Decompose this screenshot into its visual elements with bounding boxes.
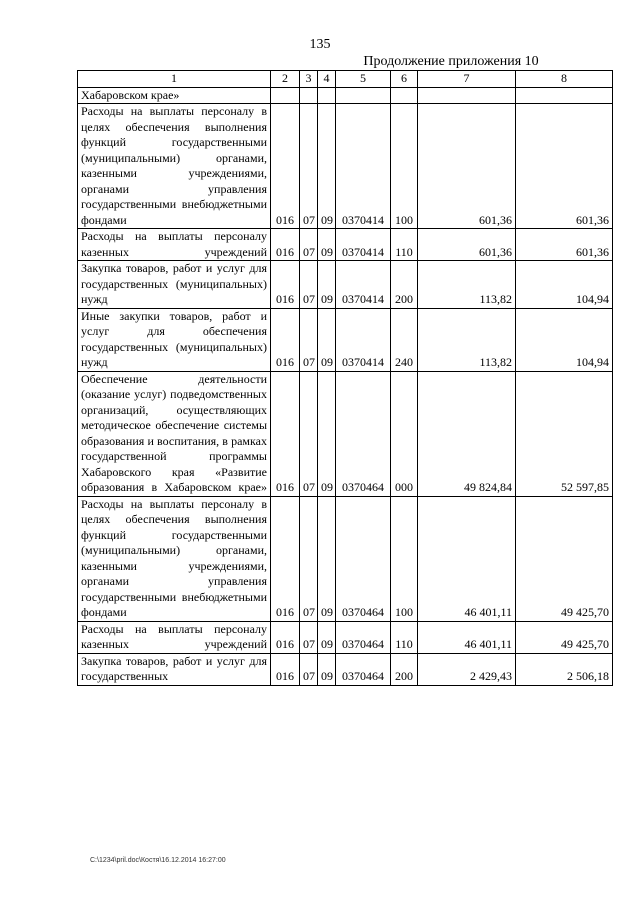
code-ministry: 016 (271, 371, 300, 496)
amount-col-7: 2 429,43 (418, 653, 516, 685)
code-expense-type: 100 (391, 496, 418, 621)
code-subsection: 09 (318, 229, 336, 261)
row-description: Расходы на выплаты персоналу казенных учреждений (78, 621, 271, 653)
budget-table (77, 70, 613, 686)
code-ministry: 016 (271, 261, 300, 309)
code-target-article: 0370414 (336, 261, 391, 309)
code-section: 07 (300, 496, 318, 621)
code-subsection: 09 (318, 621, 336, 653)
amount-col-8: 2 506,18 (516, 653, 613, 685)
code-target-article: 0370464 (336, 496, 391, 621)
table-row (78, 308, 613, 371)
code-target-article: 0370464 (336, 371, 391, 496)
code-subsection: 09 (318, 496, 336, 621)
footer-file-path: C:\1234\pril.doc\Костя\16.12.2014 16:27:00 (90, 857, 226, 864)
amount-col-7: 113,82 (418, 261, 516, 309)
amount-col-8: 49 425,70 (516, 621, 613, 653)
code-section: 07 (300, 371, 318, 496)
row-description: Иные закупки товаров, работ и услуг для обеспечения государственных (муниципальных) нужд (78, 308, 271, 371)
header-col-8: 8 (516, 71, 613, 88)
code-section: 07 (300, 621, 318, 653)
table-row (78, 653, 613, 685)
table-row (78, 371, 613, 496)
code-expense-type: 000 (391, 371, 418, 496)
code-section: 07 (300, 308, 318, 371)
code-ministry: 016 (271, 496, 300, 621)
code-ministry: 016 (271, 621, 300, 653)
amount-col-7: 601,36 (418, 229, 516, 261)
header-col-6: 6 (391, 71, 418, 88)
code-ministry: 016 (271, 229, 300, 261)
appendix-continuation-title: Продолжение приложения 10 (363, 54, 539, 69)
header-col-1: 1 (78, 71, 271, 88)
code-subsection: 09 (318, 104, 336, 229)
code-target-article: 0370414 (336, 104, 391, 229)
table-header-row (78, 71, 613, 88)
code-subsection: 09 (318, 653, 336, 685)
header-col-3: 3 (300, 71, 318, 88)
code-subsection: 09 (318, 371, 336, 496)
row-description: Расходы на выплаты персоналу казенных учреждений (78, 229, 271, 261)
amount-col-8: 601,36 (516, 104, 613, 229)
code-expense-type: 110 (391, 229, 418, 261)
code-ministry: 016 (271, 653, 300, 685)
table-row (78, 229, 613, 261)
header-col-2: 2 (271, 71, 300, 88)
amount-col-8: 601,36 (516, 229, 613, 261)
amount-col-7: 49 824,84 (418, 371, 516, 496)
table-row (78, 104, 613, 229)
code-ministry: 016 (271, 104, 300, 229)
code-expense-type: 110 (391, 621, 418, 653)
carry-over-text: Хабаровском крае» (78, 87, 271, 104)
code-section: 07 (300, 229, 318, 261)
amount-col-8: 52 597,85 (516, 371, 613, 496)
table-row (78, 496, 613, 621)
amount-col-7: 46 401,11 (418, 496, 516, 621)
table-row (78, 621, 613, 653)
row-description: Закупка товаров, работ и услуг для государственных (муниципальных) нужд (78, 261, 271, 309)
table-row-carry-over (78, 87, 613, 104)
row-description: Расходы на выплаты персоналу в целях обеспечения выполнения функций государственными (муниципальными) органами, казенными учреждениями, органами управления государственными внебюджетными фондами (78, 104, 271, 229)
code-expense-type: 100 (391, 104, 418, 229)
code-ministry: 016 (271, 308, 300, 371)
code-expense-type: 200 (391, 261, 418, 309)
code-subsection: 09 (318, 308, 336, 371)
header-col-7: 7 (418, 71, 516, 88)
row-description: Расходы на выплаты персоналу в целях обеспечения выполнения функций государственными (муниципальными) органами, казенными учреждениями, органами управления государственными внебюджетными фондами (78, 496, 271, 621)
code-target-article: 0370414 (336, 229, 391, 261)
amount-col-8: 49 425,70 (516, 496, 613, 621)
amount-col-8: 104,94 (516, 261, 613, 309)
amount-col-7: 601,36 (418, 104, 516, 229)
amount-col-7: 113,82 (418, 308, 516, 371)
code-target-article: 0370464 (336, 621, 391, 653)
table-row (78, 261, 613, 309)
header-col-5: 5 (336, 71, 391, 88)
row-description: Обеспечение деятельности (оказание услуг) подведомственных организаций, осуществляющих методическое обеспечение системы образования и воспитания, в рамках государственной программы Хабаровского края «Развитие образования в Хабаровском крае» (78, 371, 271, 496)
amount-col-7: 46 401,11 (418, 621, 516, 653)
code-section: 07 (300, 104, 318, 229)
code-subsection: 09 (318, 261, 336, 309)
code-section: 07 (300, 261, 318, 309)
code-expense-type: 200 (391, 653, 418, 685)
code-expense-type: 240 (391, 308, 418, 371)
header-col-4: 4 (318, 71, 336, 88)
row-description: Закупка товаров, работ и услуг для государственных (78, 653, 271, 685)
code-section: 07 (300, 653, 318, 685)
amount-col-8: 104,94 (516, 308, 613, 371)
code-target-article: 0370464 (336, 653, 391, 685)
code-target-article: 0370414 (336, 308, 391, 371)
page-number: 135 (309, 37, 331, 52)
